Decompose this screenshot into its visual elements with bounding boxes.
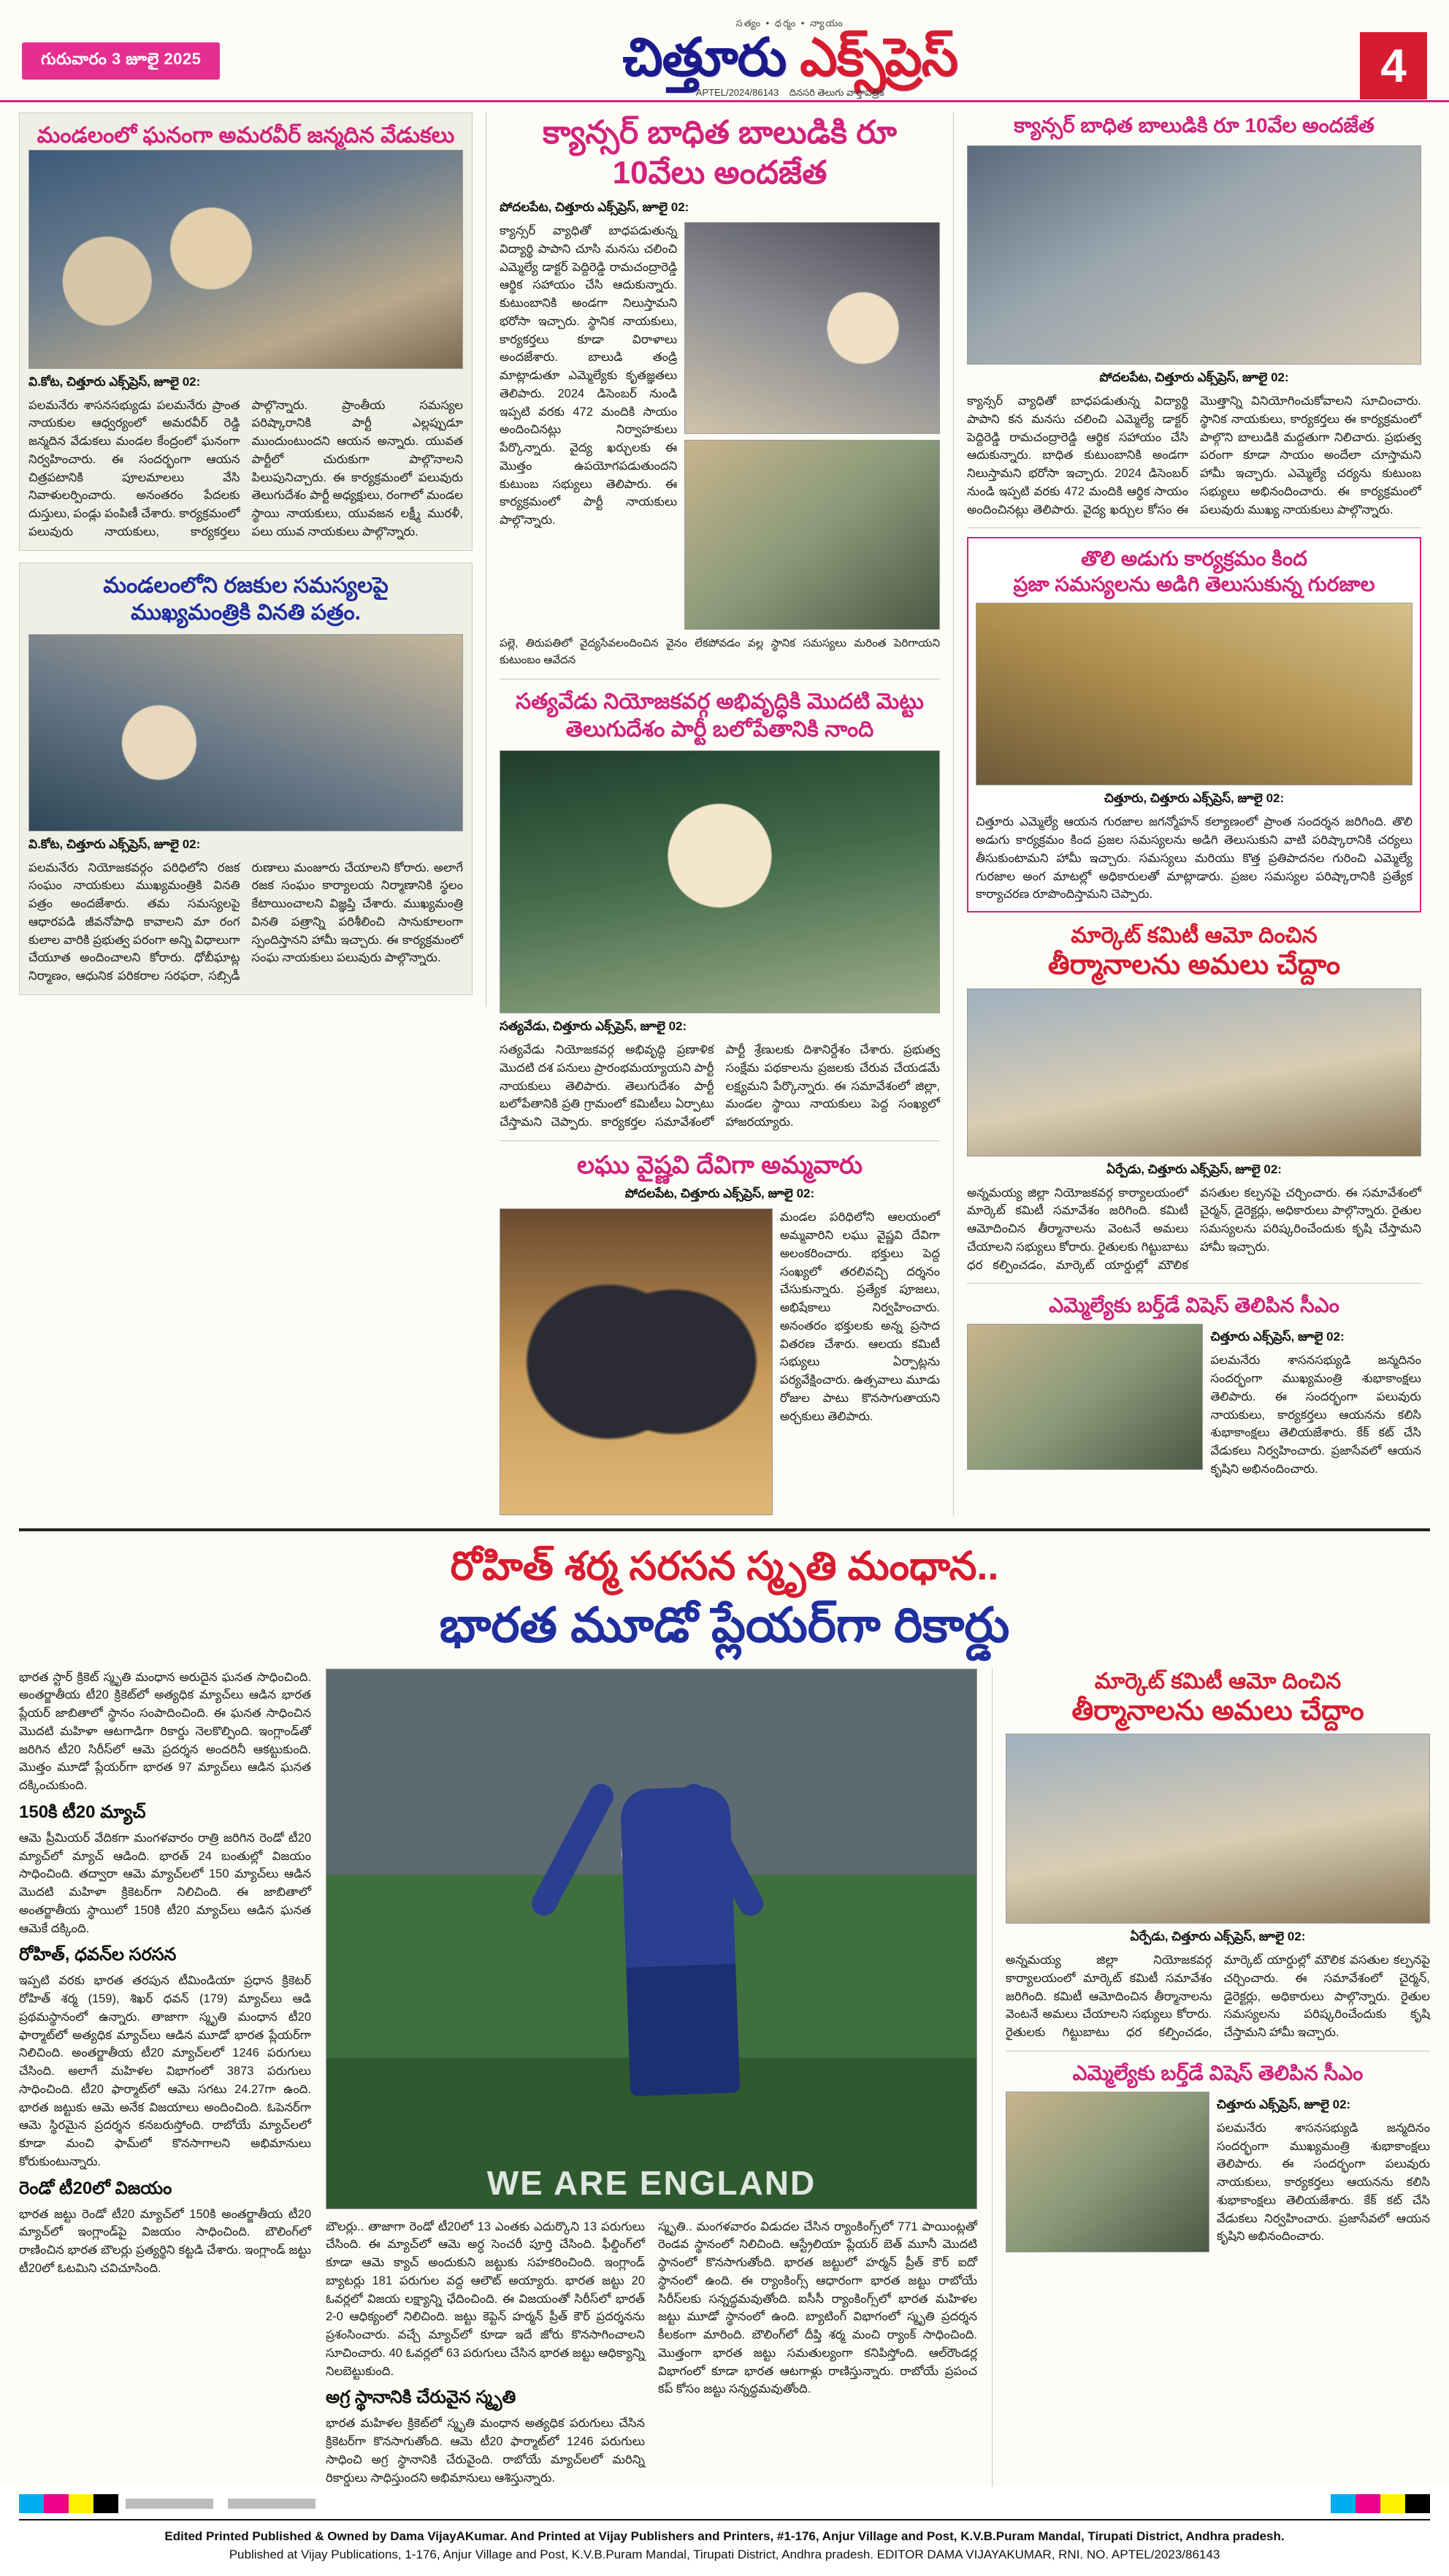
masthead-tagline: సత్యం • ధర్మం • న్యాయం xyxy=(735,18,844,28)
article-body: చిత్తూరు ఎమ్మెల్యే ఆయన గురజాల జగన్మోహన్ కల్యాణంలో ప్రాంత సందర్శన జరిగింది. తొలి అడుగు కార్యక్రమం కింద ప్రజల సమస్యలను అడిగి తెలుసుకుని వాటి పరిష్కారానికి చర్యలు తీసుకుంటామని హామీ ఇచ్చారు. సమస్యలు మరియు కొత్త ప్రతిపాదనల గురించి ఎమ్మెల్యే గురజాల అంగ మాటల్లో అధికారులతో మాట్లాడారు. ప్రజల సమస్యల పరిష్కారానికి ప్రత్యేక కార్యాచరణ రూపొందిస్తామని చెప్పారు. xyxy=(976,815,1412,902)
swatch-black xyxy=(93,2494,118,2513)
headline-line-1: క్యాన్సర్ బాధిత బాలుడికి రూ 10వేల అందజేత xyxy=(1014,114,1375,137)
article-cancer-boy-aid-main xyxy=(500,113,940,668)
article-body: పలమనేరు శాసనసభ్యుడి జన్మదినం సందర్భంగా ముఖ్యమంత్రి శుభాకాంక్షలు తెలిపారు. ఈ సందర్భంగా పలువురు నాయకులు, కార్యకర్తలు ఆయనను కలిసి శుభాకాంక్షలు తెలియజేశారు. కేక్ కట్ చేసి వేడుకలు నిర్వహించారు. ప్రజాసేవలో ఆయన కృషిని అభినందించారు. xyxy=(1210,1354,1421,1476)
birthday-wishes-photo-2 xyxy=(1006,2092,1209,2252)
rail-body-2: పలమనేరు శాసనసభ్యుడి జన్మదినం సందర్భంగా ముఖ్యమంత్రి శుభాకాంక్షలు తెలిపారు. ఈ సందర్భంగా పలువురు నాయకులు, కార్యకర్తలు ఆయనను కలిసి శుభాకాంక్షలు తెలియజేశారు. కేక్ కట్ చేసి వేడుకలు నిర్వహించారు. ప్రజాసేవలో ఆయన కృషిని అభినందించారు. xyxy=(1216,2121,1430,2244)
headline: మండలంలో ఘనంగా అమరవీర్ జన్మదిన వేడుకలు xyxy=(37,123,455,148)
cheque-handover-group-photo xyxy=(967,145,1421,365)
feature-sub3-text: భారత జట్టు రెండో టీ20 మ్యాచ్‌లో 150కి అంతర్జాతీయ టీ20 మ్యాచ్‌లో ఇంగ్లాండ్‌పై విజయం సాధించింది. బౌలింగ్‌లో రాణించిన భారత బౌలర్లు ప్రత్యర్థిని కట్టడి చేశారు. ఇంగ్లాండ్ జట్టు టీ20లో ఓటమిని చవిచూసింది. xyxy=(19,2207,311,2275)
divider xyxy=(500,1140,940,1141)
swatch-magenta-2 xyxy=(1356,2494,1380,2513)
byline: చిత్తూరు, చిత్తూరు ఎక్స్‌ప్రెస్, జూలై 02: xyxy=(1104,791,1285,806)
issue-date-badge: గురువారం 3 జూలై 2025 xyxy=(22,42,220,80)
feature-sub1-title: 150కి టీ20 మ్యాచ్ xyxy=(19,1802,146,1822)
byline: సత్యవేడు, చిత్తూరు ఎక్స్‌ప్రెస్, జూలై 02: xyxy=(500,1019,687,1033)
photo-shape-player xyxy=(620,1786,741,2096)
headline-line-1: తొలి అడుగు కార్యక్రమం కింద xyxy=(1081,547,1307,571)
grey-bar-1 xyxy=(126,2499,213,2509)
swatch-yellow xyxy=(69,2494,93,2513)
byline: వి.కోట, చిత్తూరు ఎక్స్‌ప్రెస్, జూలై 02: xyxy=(28,837,201,851)
masthead xyxy=(0,0,1449,102)
article-cancer-boy-aid-right xyxy=(967,113,1421,519)
street-survey-team-photo xyxy=(976,603,1412,785)
feature-col2b-title: అగ్ర స్థానానికి చేరువైన స్మృతి xyxy=(326,2388,516,2408)
birthday-wishes-photo xyxy=(967,1324,1203,1470)
feature-col3-text: స్మృతి.. మంగళవారం విడుదల చేసిన ర్యాంకింగ్స్‌లో 771 పాయింట్లతో రెండవ స్థానంలో నిలిచింది. ఆస్ట్రేలియా ప్లేయర్ బెత్ మూనీ మొదటి స్థానంలో కొనసాగుతోంది. భారత జట్టులో హర్మన్ ప్రీత్ కౌర్ ఐదో స్థానంలో ఉంది. ఈ ర్యాంకింగ్స్ ఆధారంగా భారత జట్టు రాబోయే సిరీస్‌లకు సన్నద్ధమవుతోంది. ఐసీసీ ర్యాంకింగ్స్‌లో భారత మహిళల జట్టు మూడో స్థానంలో ఉంది. బ్యాటింగ్ విభాగంలో స్మృతి ప్రదర్శన కీలకంగా మారింది. బౌలింగ్‌లో దీప్తి శర్మ మంచి ర్యాంక్ సాధించింది. మొత్తంగా భారత జట్టు సమతుల్యంగా కనిపిస్తోంది. ఆల్‌రౌండర్ల విభాగంలో కూడా భారత ఆటగాళ్లు రాణిస్తున్నారు. రాబోయే ప్రపంచ కప్ కోసం జట్టు సన్నద్ధమవుతోంది. xyxy=(658,2219,977,2396)
swatch-magenta xyxy=(44,2494,69,2513)
divider xyxy=(967,527,1421,528)
swatch-black-2 xyxy=(1405,2494,1430,2513)
byline: పోదలపేట, చిత్తూరు ఎక్స్‌ప్రెస్, జూలై 02: xyxy=(624,1186,815,1201)
swatch-cyan-2 xyxy=(1331,2494,1356,2513)
masthead-subtitle: దినసరి తెలుగు వార్తాపత్రిక xyxy=(789,87,884,98)
imprint-line-1: Edited Printed Published & Owned by Dama VijayAKumar. And Printed at Vijay Publishers and Printers, #1-176, Anjur Village and Post, K.V.B.Puram Mandal, Tirupati District, Andhra pradesh. xyxy=(164,2529,1285,2544)
column-grid xyxy=(19,113,1430,1515)
donation-handover-photo-2 xyxy=(684,440,940,630)
feature-col2b-text: భారత మహిళల క్రికెట్‌లో స్మృతి మంధాన అత్యధిక పరుగులు చేసిన క్రికెటర్‌గా కొనసాగుతోంది. ఆమె టీ20 ఫార్మాట్‌లో 1246 పరుగులు సాధించి అగ్ర స్థానానికి చేరువైంది. రాబోయే మ్యాచ్‌లలో మరిన్ని రికార్డులు సాధిస్తుందని అభిమానులు ఆశిస్తున్నారు. xyxy=(326,2417,645,2485)
feature-sub1-text: ఆమె ప్రీమియర్ వేదికగా మంగళవారం రాత్రి జరిగిన రెండో టీ20 మ్యాచ్‌లో మ్యాచ్ ఆడింది. భారత్ 24 బంతుల్లో విజయం సాధించింది. తద్వారా ఆమె మ్యాచ్‌లలో 150 మ్యాచ్‌లు ఆడిన మొదటి మహిళా క్రికెటర్‌గా నిలిచింది. ఈ జాబితాలో అంతర్జాతీయ స్థాయిలో 150కి టీ20 మ్యాచ్‌లు ఆడిన ఘనత ఆమెకే దక్కింది. xyxy=(19,1831,311,1935)
grey-bar-2 xyxy=(228,2499,316,2509)
byline: వి.కోట, చిత్తూరు ఎక్స్‌ప్రెస్, జూలై 02: xyxy=(28,374,201,389)
donation-handover-photo-1 xyxy=(684,222,940,434)
newspaper-title-part2: ఎక్స్‌ప్రెస్ xyxy=(800,28,957,87)
article-body: క్యాన్సర్ వ్యాధితో బాధపడుతున్న విద్యార్థి పాపాని చూసి మనసు చలించి ఎమ్మెల్యే డాక్టర్ పెద్దిరెడ్డి రామచంద్రారెడ్డి ఆర్థిక సహాయం చేసి ఆదుకున్నారు. కుటుంబానికి అండగా నిలుస్తామని భరోసా ఇచ్చారు. స్థానిక నాయకులు, కార్యకర్తలు కూడా విరాళాలు అందజేశారు. బాలుడి తండ్రి మాట్లాడుతూ ఎమ్మెల్యేకు కృతజ్ఞతలు తెలిపారు. 2024 డిసెంబర్ నుండి ఇప్పటి వరకు 472 మందికి సాయం అందించినట్లు నిర్వాహకులు పేర్కొన్నారు. వైద్య ఖర్చులకు ఈ మొత్తం ఉపయోగపడుతుందని కుటుంబ సభ్యులు తెలిపారు. ఈ కార్యక్రమంలో పార్టీ నాయకులు పాల్గొన్నారు. xyxy=(500,224,678,527)
middle-column xyxy=(486,113,954,1515)
feature-col2-text: బౌలర్లు.. తాజాగా రెండో టీ20లో 13 ఎంతకు ఎదుర్కొని 13 పరుగులు చేసింది. ఈ మ్యాచ్‌లో ఆమె అర్ధ సెంచరీ పూర్తి చేసింది. ఫీల్డింగ్‌లో కూడా ఆమె క్యాచ్ అందుకుని జట్టుకు సహకరించింది. ఇంగ్లాండ్ బ్యాటర్లు 181 పరుగుల వద్ద ఆలౌట్ అయ్యారు. భారత జట్టు 20 ఓవర్లలో విజయ లక్ష్యాన్ని ఛేదించింది. ఈ విజయంతో సిరీస్‌లో భారత్ 2-0 ఆధిక్యంలో నిలిచింది. జట్టు కెప్టెన్ హర్మన్ ప్రీత్ కౌర్ ప్రదర్శనను ప్రశంసించారు. వచ్చే మ్యాచ్‌లో కూడా ఇదే జోరు కొనసాగించాలని సూచించారు. 40 ఓవర్లలో 63 పరుగులు చేసిన భారత జట్టు ఆధిక్యాన్ని నిలబెట్టుకుంది. xyxy=(326,2219,645,2378)
rail-headline-2: ఎమ్మెల్యేకు బర్త్‌డే విషెస్ తెలిపిన సీఎం xyxy=(1072,2061,1364,2084)
market-committee-meeting-photo xyxy=(967,988,1421,1156)
newspaper-title-part1: చిత్తూరు xyxy=(622,28,787,87)
deity-idols-decorated-photo xyxy=(500,1208,773,1515)
print-registration-bars xyxy=(0,2494,1449,2513)
rail-headline-line-2: తీర్మానాలను అమలు చేద్దాం xyxy=(1071,1695,1364,1726)
headline-line-2: ప్రజా సమస్యలను అడిగి తెలుసుకున్న గురజాల xyxy=(1013,573,1375,596)
masthead-registration xyxy=(220,87,1360,101)
headline: ఎమ్మెల్యేకు బర్త్‌డే విషెస్ తెలిపిన సీఎం xyxy=(1049,1294,1339,1317)
masthead-title-block xyxy=(220,18,1360,101)
page-number: 4 xyxy=(1360,32,1427,99)
feature-headline-line-2: భారత మూడో ప్లేయర్‌గా రికార్డు xyxy=(439,1598,1010,1653)
photo-shape-arm-left xyxy=(527,1780,618,1921)
article-satyavedu-development xyxy=(500,688,940,1132)
feature-sub3-title: రెండో టీ20లో విజయం xyxy=(19,2178,172,2198)
ysrcp-leaders-garlanding-portrait-photo xyxy=(28,150,463,369)
swatch-yellow-2 xyxy=(1380,2494,1405,2513)
page-content xyxy=(0,102,1449,2487)
headline: క్యాన్సర్ బాధిత బాలుడికి రూ 10వేలు అందజేత xyxy=(543,115,897,191)
feature-article-smriti-mandhana xyxy=(19,1528,1430,2487)
photo-overlay-text: WE ARE ENGLAND xyxy=(486,2163,817,2202)
headline-line-2: ముఖ్యమంత్రికి వినతి పత్రం. xyxy=(131,601,361,625)
headline-line-1: మండలంలోని రజకుల సమస్యలపై xyxy=(103,573,389,598)
feature-sub2-title: రోహిత్, ధవన్‌ల సరసన xyxy=(19,1945,177,1965)
headline-line-1: సత్యవేడు నియోజకవర్గ అభివృద్ధికి మొదటి మెట్టు xyxy=(516,690,924,714)
article-body: అన్నమయ్య జిల్లా నియోజకవర్గ కార్యాలయంలో మార్కెట్ కమిటీ సమావేశం జరిగింది. కమిటీ ఆమోదించిన తీర్మానాలను వెంటనే అమలు చేయాలని సభ్యులు కోరారు. రైతులకు గిట్టుబాటు ధర కల్పించడం, మార్కెట్ యార్డుల్లో మౌలిక వసతుల కల్పనపై చర్చించారు. ఈ సమావేశంలో చైర్మన్, డైరెక్టర్లు, అధికారులు పాల్గొన్నారు. రైతుల సమస్యలను పరిష్కరించేందుకు కృషి చేస్తామని హామీ ఇచ్చారు. xyxy=(967,1186,1421,1272)
article-amarveer-birthday xyxy=(19,113,473,551)
article-cm-birthday-wishes xyxy=(967,1292,1421,1478)
feature-sub2-text: ఇప్పటి వరకు భారత తరపున టీమిండియా ప్రధాన క్రికెటర్ రోహిత్ శర్మ (159), శిఖర్ ధవన్ (179) మ్యాచ్‌లు ఆడి ప్రథమస్థానంలో ఉన్నారు. తాజాగా స్మృతి మంధాన టీ20 ఫార్మాట్‌లో అత్యధిక మ్యాచ్‌లు ఆడిన మూడో భారత ప్లేయర్‌గా నిలిచింది. అంతర్జాతీయ టీ20 మ్యాచ్‌లలో 1246 పరుగులు చేసింది. అలాగే మహిళల విభాగంలో 3873 పరుగులు సాధించింది. టీ20 ఫార్మాట్‌లో ఆమె సగటు 24.27గా ఉంది. భారత జట్టుకు ఆమె అనేక విజయాలు అందించింది. ఓపెనర్‌గా ఆమె స్థిరమైన ప్రదర్శన కనబరుస్తోంది. రాబోయే మ్యాచ్‌లలో కూడా మంచి ఫామ్‌లో కొనసాగాలని అభిమానులు కోరుకుంటున్నారు. xyxy=(19,1974,311,2168)
byline: పోదలపేట, చిత్తూరు ఎక్స్‌ప్రెస్, జూలై 02: xyxy=(1099,370,1289,384)
headline: లఘు వైష్ణవి దేవిగా అమ్మవారు xyxy=(577,1151,863,1179)
byline: ఏర్పేడు, చిత్తూరు ఎక్స్‌ప్రెస్, జూలై 02: xyxy=(1106,1162,1282,1176)
article-vaishnavi-devi xyxy=(500,1150,940,1516)
chandrababu-leaders-bouquet-photo xyxy=(500,750,940,1013)
feature-intro: భారత స్టార్ క్రికెట్ స్మృతి మంధాన అరుదైన ఘనత సాధించింది. అంతర్జాతీయ టీ20 క్రికెట్‌లో అత్యధిక మ్యాచ్‌లు ఆడిన భారత ప్లేయర్ జాబితాలో స్థానం సంపాదించింది. ఈ ఘనత సాధించిన మొదటి మహిళా ఆటగాడిగా రికార్డు నెలకొల్పింది. ఇంగ్లాండ్‌తో జరిగిన టీ20 సిరీస్‌లో ఆమె ప్రదర్శన అందరినీ ఆకట్టుకుంది. మొత్తం మూడో ప్లేయర్‌గా భారత 97 మ్యాచ్‌లు ఆడిన ఘనత దక్కించుకుంది. xyxy=(19,1670,311,1793)
large-crowd-rally-photo xyxy=(28,634,463,831)
article-market-committee xyxy=(967,923,1421,1274)
right-column xyxy=(954,113,1421,1479)
newspaper-title xyxy=(220,28,1360,87)
byline: పోదలపేట, చిత్తూరు ఎక్స్‌ప్రెస్, జూలై 02: xyxy=(500,200,689,214)
divider xyxy=(967,1283,1421,1284)
imprint-footer xyxy=(19,2519,1430,2575)
imprint-line-2: Published at Vijay Publications, 1-176, Anjur Village and Post, K.V.B.Puram Mandal, Tirupati District, Andhra pradesh. EDITOR DAMA VIJAYAKUMAR, RNI. NO. APTEL/2023/86143 xyxy=(229,2547,1220,2561)
rail-byline: ఏర్పేడు, చిత్తూరు ఎక్స్‌ప్రెస్, జూలై 02: xyxy=(1130,1929,1306,1944)
rail-headline-line-1: మార్కెట్ కమిటీ ఆమో దించిన xyxy=(1094,1669,1342,1693)
article-rajaka-petition xyxy=(19,563,473,995)
article-body: క్యాన్సర్ వ్యాధితో బాధపడుతున్న విద్యార్థి పాపాని కన మనసు చలించి ఎమ్మెల్యే డాక్టర్ పెద్దిరెడ్డి రామచంద్రారెడ్డి ఆర్థిక సహాయం చేసి ఆదుకున్నారు. బాధిత కుటుంబానికి అండగా నిలుస్తామని భరోసా ఇచ్చారు. 2024 డిసెంబర్ నుండి ఇప్పటి వరకు 472 మందికి ఆర్థిక సాయం అందించినట్లు తెలిపారు. వైద్య ఖర్చుల కోసం ఈ మొత్తాన్ని వినియోగించుకోవాలని సూచించారు. స్థానిక నాయకులు, కార్యకర్తలు ఈ కార్యక్రమంలో పాల్గొని బాలుడికి మద్దతుగా నిలిచారు. ప్రభుత్వ పరంగా కూడా సాయం అందేలా చూస్తామని హామీ ఇచ్చారు. ఎమ్మెల్యే చర్యను కుటుంబ సభ్యులు అభినందించారు. ఈ కార్యక్రమంలో పలువురు ముఖ్య నాయకులు పాల్గొన్నారు. xyxy=(967,395,1421,517)
article-body: పలమనేరు నియోజకవర్గం పరిధిలోని రజక సంఘం నాయకులు ముఖ్యమంత్రికి వినతి పత్రం అందజేశారు. తమ సమస్యలపై ఆధారపడి జీవనోపాధి కావాలని మా రంగ కులాల వారికి ప్రభుత్వ పరంగా అన్ని విధాలుగా చేయూత అందించాలని కోరారు. ధోబీఘాట్ల నిర్మాణం, ఆధునిక పరికరాల సరఫరా, సబ్సిడీ రుణాలు మంజూరు చేయాలని కోరారు. అలాగే రజక సంఘం కార్యాలయ నిర్మాణానికి స్థలం కేటాయించాలని విజ్ఞప్తి చేశారు. ముఖ్యమంత్రి వినతి పత్రాన్ని పరిశీలించి సానుకూలంగా స్పందిస్తానని హామీ ఇచ్చారు. ఈ కార్యక్రమంలో సంఘ నాయకులు పలువురు పాల్గొన్నారు. xyxy=(28,861,463,983)
swatch-cyan xyxy=(19,2494,44,2513)
byline: చిత్తూరు ఎక్స్‌ప్రెస్, జూలై 02: xyxy=(1210,1330,1345,1344)
rail-body: అన్నమయ్య జిల్లా నియోజకవర్గ కార్యాలయంలో మార్కెట్ కమిటీ సమావేశం జరిగింది. కమిటీ ఆమోదించిన తీర్మానాలను వెంటనే అమలు చేయాలని సభ్యులు కోరారు. రైతులకు గిట్టుబాటు ధర కల్పించడం, మార్కెట్ యార్డుల్లో మౌలిక వసతుల కల్పనపై చర్చించారు. ఈ సమావేశంలో చైర్మన్, డైరెక్టర్లు, అధికారులు పాల్గొన్నారు. రైతుల సమస్యలను పరిష్కరించేందుకు కృషి చేస్తామని హామీ ఇచ్చారు. xyxy=(1006,1954,1430,2040)
photo-caption: పల్లె, తిరుపతిలో వైద్యసేవలందించిన వైనం లేకపోవడం వల్ల స్థానిక సమస్యలు మరింత పెరిగాయని కుటుంబం ఆవేదన xyxy=(500,637,940,666)
rail-byline-2: చిత్తూరు ఎక్స్‌ప్రెస్, జూలై 02: xyxy=(1216,2097,1351,2111)
article-body: పలమనేరు శాసనసభ్యుడు పలమనేరు ప్రాంత నాయకుల ఆధ్వర్యంలో అమరవీర్ రెడ్డి జన్మదిన వేడుకలు మండల కేంద్రంలో ఘనంగా నిర్వహించారు. ఈ సందర్భంగా ఆయన చిత్రపటానికి పూలమాలలు వేసి నివాళులర్పించారు. అనంతరం పేదలకు దుస్తులు, పండ్లు పంపిణీ చేశారు. కార్యక్రమంలో పలువురు నాయకులు, కార్యకర్తలు పాల్గొన్నారు. ప్రాంతీయ సమస్యల పరిష్కారానికి పార్టీ ఎల్లప్పుడూ ముందుంటుందని ఆయన అన్నారు. యువత పార్టీలో చురుకుగా పాల్గొనాలని పిలుపునిచ్చారు. ఈ కార్యక్రమంలో పలువురు తెలుగుదేశం పార్టీ అధ్యక్షులు, రంగాలో మండల స్థాయి నాయకులు, యువజన లక్ష్మీ మురళీ, పలు యువ నాయకులు పాల్గొన్నారు. xyxy=(28,398,463,538)
left-column xyxy=(19,113,486,1007)
headline-line-1: మార్కెట్ కమిటీ ఆమో దించిన xyxy=(1071,923,1318,948)
market-committee-meeting-photo-2 xyxy=(1006,1734,1430,1924)
smriti-mandhana-celebration-photo xyxy=(326,1669,977,2209)
article-body: మండల పరిధిలోని ఆలయంలో అమ్మవారిని లఘు వైష్ణవి దేవిగా అలంకరించారు. భక్తులు పెద్ద సంఖ్యలో తరలివచ్చి దర్శనం చేసుకున్నారు. ప్రత్యేక పూజలు, అభిషేకాలు నిర్వహించారు. అనంతరం భక్తులకు అన్న ప్రసాద వితరణ చేశారు. ఆలయ కమిటీ సభ్యులు ఏర్పాట్లను పర్యవేక్షించారు. ఉత్సవాలు మూడు రోజుల పాటు కొనసాగుతాయని అర్చకులు తెలిపారు. xyxy=(779,1211,940,1423)
headline-line-2: తెలుగుదేశం పార్టీ బలోపేతానికి నాంది xyxy=(565,717,874,742)
masthead-reg-number: APTEL/2024/86143 xyxy=(695,87,779,98)
feature-headline-line-1: రోహిత్ శర్మ సరసన స్మృతి మంధాన.. xyxy=(450,1544,999,1589)
article-toli-adugu-program xyxy=(967,537,1421,912)
article-body: సత్యవేడు నియోజకవర్గ అభివృద్ధి ప్రణాళిక మొదటి దశ పనులు ప్రారంభమయ్యాయని పార్టీ నాయకులు తెలిపారు. తెలుగుదేశం పార్టీ బలోపేతానికి ప్రతి గ్రామంలో కమిటీలు ఏర్పాటు చేస్తామని చెప్పారు. కార్యకర్తల సమావేశంలో పార్టీ శ్రేణులకు దిశానిర్దేశం చేశారు. ప్రభుత్వ సంక్షేమ పథకాలను ప్రజలకు చేరువ చేయడమే లక్ష్యమని పేర్కొన్నారు. ఈ సమావేశంలో జిల్లా, మండల స్థాయి నాయకులు పెద్ద సంఖ్యలో హాజరయ్యారు. xyxy=(500,1043,940,1129)
headline-line-2: తీర్మానాలను అమలు చేద్దాం xyxy=(1047,950,1341,980)
